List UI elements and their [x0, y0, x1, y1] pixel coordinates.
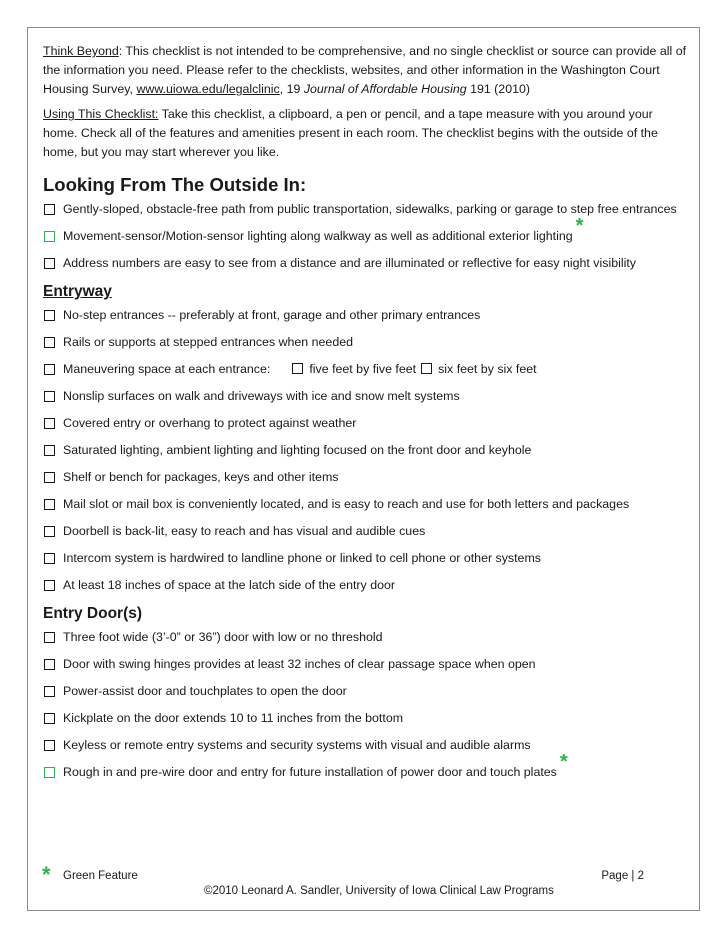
checklist-item: [43, 387, 688, 406]
green-star-icon: *: [559, 751, 568, 773]
think-beyond-text-1: : This checklist is not intended to be comprehensive, and no single checklist or source can provide all of the information you need. Please refer to the checklists, websites, and other information in the Washington Court Housing Survey,: [43, 44, 687, 96]
checklist-item-label: Rough in and pre-wire door and entry for future installation of power door and touch plates: [63, 765, 557, 779]
checkbox-icon[interactable]: [44, 713, 55, 724]
checklist-item: [43, 254, 688, 273]
checkbox-icon[interactable]: [44, 686, 55, 697]
page-number: Page | 2: [601, 870, 644, 882]
checkbox-icon[interactable]: [44, 580, 55, 591]
checklist-item-label: Shelf or bench for packages, keys and other items: [63, 470, 339, 484]
copyright-notice: ©2010 Leonard A. Sandler, University of Iowa Clinical Law Programs: [204, 885, 554, 897]
checklist-item-label: Covered entry or overhang to protect against weather: [63, 416, 357, 430]
checklist-item: [43, 736, 688, 755]
checkbox-icon[interactable]: [44, 740, 55, 751]
entry-door-checklist: [43, 628, 688, 782]
think-beyond-paragraph: [43, 42, 688, 99]
using-checklist-paragraph: [43, 105, 688, 162]
outside-checklist: [43, 200, 688, 273]
using-checklist-text: Take this checklist, a clipboard, a pen or pencil, and a tape measure with you around your home. Check all of the features and amenities present in each room. The checklist begins with the outside of the home, but you may start wherever you like.: [43, 107, 658, 159]
legal-clinic-link[interactable]: www.uiowa.edu/legalclinic: [136, 82, 280, 96]
checkbox-icon[interactable]: [44, 632, 55, 643]
checkbox-icon[interactable]: [44, 204, 55, 215]
option-five-by-five: five feet by five feet: [309, 362, 417, 376]
checklist-item: [43, 655, 688, 674]
checklist-item: [43, 628, 688, 647]
green-checkbox-icon[interactable]: [44, 767, 55, 778]
using-checklist-label: Using This Checklist:: [43, 107, 159, 121]
checklist-item-label: Mail slot or mail box is conveniently located, and is easy to reach and use for both letters and packages: [63, 497, 630, 511]
checklist-item: [43, 709, 688, 728]
green-star-icon: *: [42, 862, 51, 887]
checklist-item-label: No-step entrances -- preferably at front, garage and other primary entrances: [63, 308, 481, 322]
checkbox-icon[interactable]: [44, 337, 55, 348]
checklist-item-label: Power-assist door and touchplates to open the door: [63, 684, 347, 698]
think-beyond-label: Think Beyond: [43, 44, 119, 58]
checklist-item-label: Door with swing hinges provides at least 32 inches of clear passage space when open: [63, 657, 536, 671]
document-page: [27, 27, 700, 911]
journal-title: Journal of Affordable Housing: [303, 82, 467, 96]
checkbox-icon[interactable]: [44, 659, 55, 670]
entryway-checklist: [43, 306, 688, 595]
checklist-item-label: Saturated lighting, ambient lighting and lighting focused on the front door and keyhole: [63, 443, 532, 457]
checklist-item-label: Intercom system is hardwired to landline phone or linked to cell phone or other systems: [63, 551, 541, 565]
option-six-by-six: six feet by six feet: [438, 362, 537, 376]
checklist-item-label: Doorbell is back-lit, easy to reach and has visual and audible cues: [63, 524, 426, 538]
checklist-item: [43, 549, 688, 568]
entry-door-heading: Entry Door(s): [43, 605, 143, 622]
checkbox-icon[interactable]: [44, 553, 55, 564]
checklist-item: [43, 522, 688, 541]
checkbox-icon[interactable]: [292, 363, 303, 374]
checklist-item: [43, 576, 688, 595]
checklist-item: [43, 751, 688, 782]
entryway-heading: Entryway: [43, 283, 112, 300]
checklist-item: [43, 495, 688, 514]
checkbox-icon[interactable]: [421, 363, 432, 374]
checklist-item: [43, 682, 688, 701]
checkbox-icon[interactable]: [44, 391, 55, 402]
checkbox-icon[interactable]: [44, 364, 55, 375]
checklist-item-label: Three foot wide (3’-0” or 36”) door with low or no threshold: [63, 630, 383, 644]
green-checkbox-icon[interactable]: [44, 231, 55, 242]
checklist-item-label: Maneuvering space at each entrance:: [63, 362, 271, 376]
think-beyond-text-2: , 19: [279, 82, 304, 96]
checklist-item: [43, 306, 688, 325]
checklist-item-label: At least 18 inches of space at the latch side of the entry door: [63, 578, 395, 592]
checkbox-icon[interactable]: [44, 258, 55, 269]
think-beyond-text-3: 191 (2010): [466, 82, 530, 96]
checkbox-icon[interactable]: [44, 526, 55, 537]
checklist-item-label: Keyless or remote entry systems and security systems with visual and audible alarms: [63, 738, 531, 752]
checkbox-icon[interactable]: [44, 472, 55, 483]
checkbox-icon[interactable]: [44, 310, 55, 321]
green-star-icon: *: [575, 215, 584, 237]
outside-heading: Looking From The Outside In:: [43, 174, 307, 195]
checklist-item: [43, 215, 688, 246]
checkbox-icon[interactable]: [44, 418, 55, 429]
checklist-item: [43, 468, 688, 487]
checklist-item-label: Rails or supports at stepped entrances when needed: [63, 335, 353, 349]
checklist-item-label: Address numbers are easy to see from a distance and are illuminated or reflective for easy night visibility: [63, 256, 636, 270]
green-feature-legend: Green Feature: [63, 870, 138, 882]
checklist-item: [43, 414, 688, 433]
checkbox-icon[interactable]: [44, 499, 55, 510]
checklist-item: [43, 360, 688, 379]
checklist-item-label: Kickplate on the door extends 10 to 11 inches from the bottom: [63, 711, 404, 725]
checklist-item: [43, 333, 688, 352]
checklist-item-label: Gently-sloped, obstacle-free path from public transportation, sidewalks, parking or garage to step free entrances: [63, 202, 677, 216]
checklist-item: [43, 200, 688, 219]
document-content: [43, 42, 688, 790]
checklist-item: [43, 441, 688, 460]
checklist-item-label: Nonslip surfaces on walk and driveways with ice and snow melt systems: [63, 389, 460, 403]
checkbox-icon[interactable]: [44, 445, 55, 456]
checklist-item-label: Movement-sensor/Motion-sensor lighting along walkway as well as additional exterior lighting: [63, 229, 573, 243]
